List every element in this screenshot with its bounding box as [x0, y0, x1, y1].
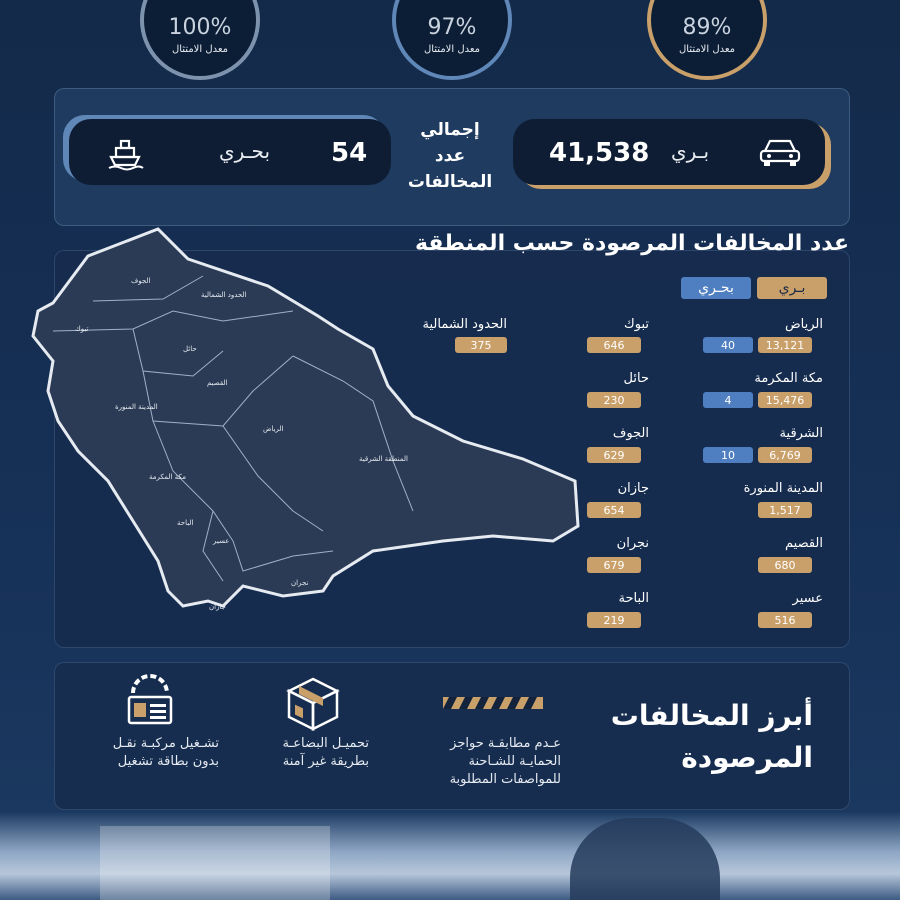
region-name: الباحة — [618, 591, 649, 606]
photo-person-silhouette — [570, 818, 720, 900]
region-land-value: 646 — [587, 337, 641, 353]
violation-line: بدون بطاقة تشغيل — [117, 754, 219, 769]
barrier-icon — [443, 697, 543, 709]
compliance-ring-100 — [140, 0, 260, 80]
operating-card-icon — [123, 673, 177, 727]
sea-total-pill — [69, 119, 391, 185]
car-icon — [757, 135, 803, 169]
regions-panel — [54, 231, 850, 648]
regions-title: عدد المخالفات المرصودة حسب المنطقة — [414, 231, 849, 256]
box-icon — [283, 673, 343, 733]
region-land-value: 680 — [758, 557, 812, 573]
region-land-value: 654 — [587, 502, 641, 518]
map-label-eastern: المنطقة الشرقية — [359, 455, 408, 463]
map-label-asir: عسير — [213, 537, 230, 545]
violation-text — [395, 735, 561, 789]
violation-line: تشـغيل مركبـة نقـل — [112, 736, 219, 751]
violation-text — [255, 735, 369, 771]
region-land-value: 15,476 — [758, 392, 812, 408]
violation-line: الحمايـة للشـاحنة — [468, 754, 561, 769]
map-label-qassim: القصيم — [207, 379, 228, 387]
land-total-label: بـري — [671, 139, 710, 163]
top-violations-panel — [54, 662, 850, 810]
region-name: القصيم — [785, 536, 823, 551]
map-label-hail: حائل — [183, 345, 197, 353]
map-label-baha: الباحة — [177, 519, 194, 527]
map-label-najran: نجران — [291, 579, 309, 587]
sea-total-value: 54 — [331, 138, 368, 168]
compliance-label: معدل الامتثال — [423, 44, 481, 55]
violation-line: تحميـل البضاعـة — [282, 736, 369, 751]
compliance-value: 89% — [682, 15, 732, 40]
totals-panel — [54, 88, 850, 226]
region-name: الشرقية — [779, 426, 823, 441]
map-label-jazan: جازان — [209, 603, 226, 611]
violations-title — [611, 695, 813, 779]
region-land-value: 230 — [587, 392, 641, 408]
totals-title-line: المخالفات — [407, 172, 493, 192]
region-land-value: 219 — [587, 612, 641, 628]
region-land-value: 6,769 — [758, 447, 812, 463]
compliance-ring-89 — [647, 0, 767, 80]
violation-line: عـدم مطابقـة حواجز — [450, 736, 561, 751]
region-sea-value: 4 — [703, 392, 753, 408]
region-name: مكة المكرمة — [754, 371, 823, 386]
map-label-jouf: الجوف — [131, 277, 151, 285]
land-total-pill — [513, 119, 825, 185]
region-land-value: 13,121 — [758, 337, 812, 353]
compliance-value: 100% — [168, 15, 232, 40]
region-sea-value: 40 — [703, 337, 753, 353]
region-land-value: 1,517 — [758, 502, 812, 518]
region-name: الحدود الشمالية — [422, 317, 507, 332]
region-land-value: 679 — [587, 557, 641, 573]
legend-land: بـري — [757, 277, 827, 299]
map-label-makkah: مكة المكرمة — [149, 473, 186, 481]
violation-line: بطريقة غير آمنة — [282, 754, 369, 769]
region-name: نجران — [616, 536, 649, 551]
map-labels — [55, 251, 495, 647]
map-label-tabuk: تبوك — [75, 325, 89, 333]
compliance-label: معدل الامتثال — [171, 44, 229, 55]
violation-text — [79, 735, 219, 771]
sea-total-label: بحـري — [219, 139, 271, 163]
map-label-northern: الحدود الشمالية — [201, 291, 247, 299]
region-land-value: 375 — [455, 337, 507, 353]
compliance-value: 97% — [427, 15, 477, 40]
violation-line: للمواصفات المطلوبة — [449, 772, 561, 787]
totals-title-line: عدد — [434, 146, 466, 166]
region-name: حائل — [623, 371, 649, 386]
totals-title-line: إجمالي — [420, 120, 480, 140]
bottom-photo — [0, 812, 900, 900]
region-land-value: 516 — [758, 612, 812, 628]
map-label-riyadh: الرياض — [263, 425, 284, 433]
compliance-label: معدل الامتثال — [678, 44, 736, 55]
totals-title — [395, 117, 505, 195]
map-label-madinah: المدينة المنورة — [115, 403, 158, 411]
region-name: جازان — [617, 481, 649, 496]
photo-building — [100, 826, 330, 900]
violations-title-line: المرصودة — [681, 741, 813, 774]
region-name: عسير — [792, 591, 823, 606]
legend-sea: بحـري — [681, 277, 751, 299]
violations-title-line: أبرز المخالفات — [610, 699, 813, 732]
land-total-value: 41,538 — [549, 138, 650, 168]
region-name: تبوك — [624, 317, 649, 332]
region-name: الرياض — [784, 317, 823, 332]
compliance-ring-97 — [392, 0, 512, 80]
region-land-value: 629 — [587, 447, 641, 463]
region-name: المدينة المنورة — [743, 481, 823, 496]
ship-icon — [105, 133, 145, 171]
region-name: الجوف — [612, 426, 649, 441]
region-sea-value: 10 — [703, 447, 753, 463]
